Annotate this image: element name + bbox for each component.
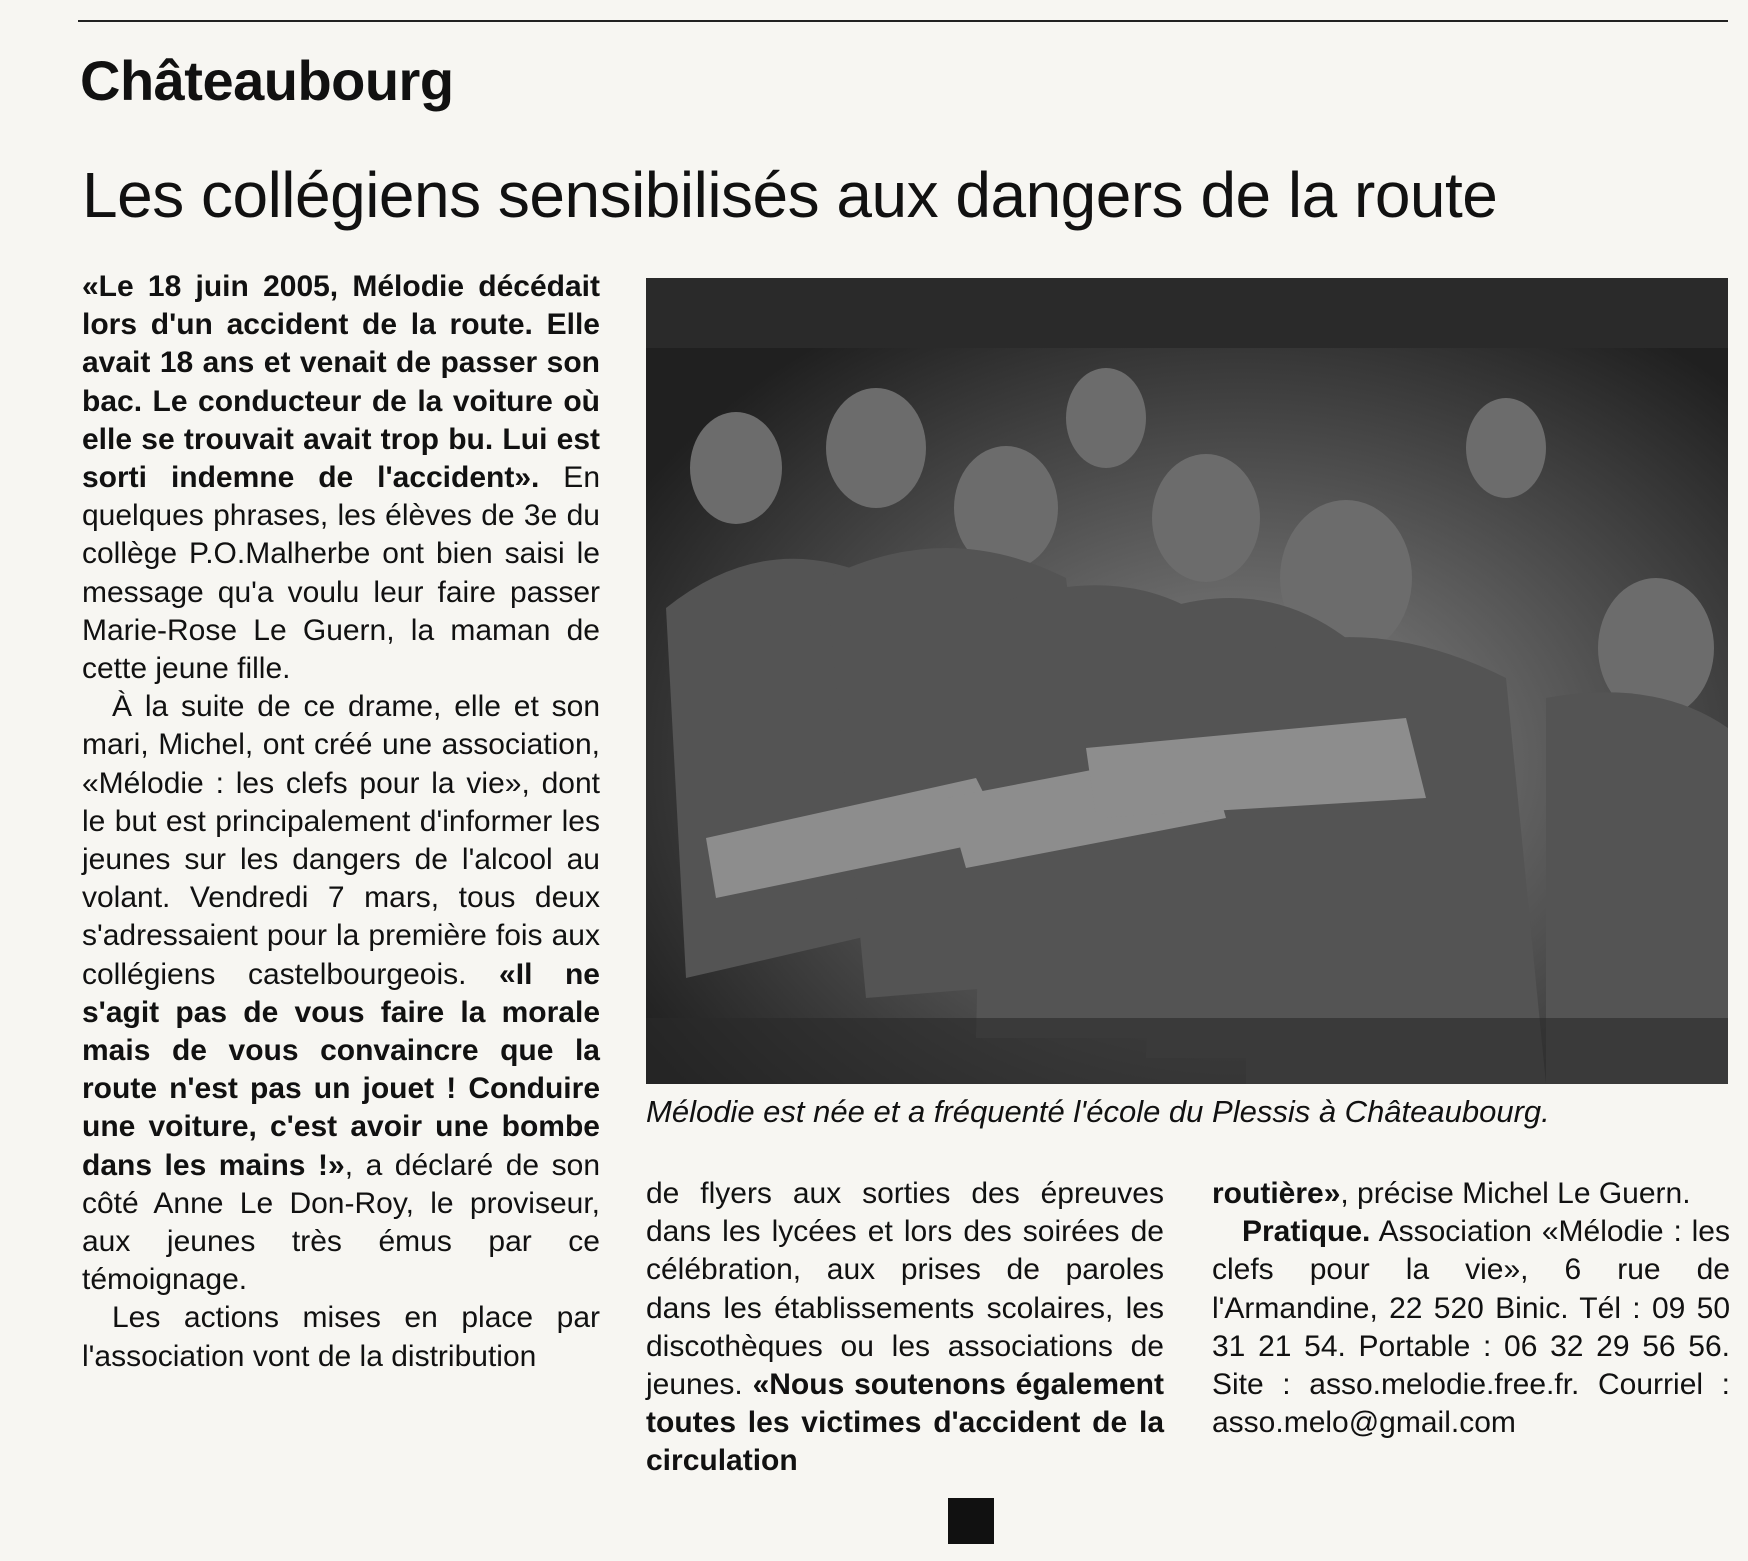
article-column-2 bbox=[646, 1175, 1164, 1481]
paragraph-2-text-b: , a déclaré de son côté Anne Le Don-Roy, le proviseur, aux jeunes très émus par ce témoignage. bbox=[82, 1148, 601, 1297]
paragraph-4-text: de flyers aux sorties des épreuves dans les lycées et lors des soirées de célébration, aux prises de paroles dans les établissements scolaires, les discothèques ou les associations de jeunes. bbox=[646, 1177, 1164, 1402]
michel-quote-end: routière» bbox=[1212, 1177, 1341, 1210]
practical-label: Pratique. bbox=[1242, 1215, 1371, 1249]
headline: Les collégiens sensibilisés aux dangers de la route bbox=[82, 159, 1498, 231]
top-rule bbox=[78, 20, 1728, 22]
paragraph-4 bbox=[646, 1175, 1164, 1481]
paragraph-2 bbox=[82, 688, 600, 1299]
practical-text: Association «Mélodie : les clefs pour la vie», 6 rue de l'Armandine, 22 520 Binic. Tél : 09 50 31 21 54. Portable : 06 32 29 56 56. Site : asso.melodie.free.fr. Courriel : asso.melo@gmail.com bbox=[1212, 1215, 1730, 1440]
paragraph-3: Les actions mises en place par l'association vont de la distribution bbox=[82, 1301, 600, 1373]
opening-quote: «Le 18 juin 2005, Mélodie décédait lors d'un accident de la route. Elle avait 18 ans et venait de passer son bac. Le conducteur de la voiture où elle se trouvait avait trop bu. Lui est sorti indemne de l'accident». bbox=[82, 270, 600, 495]
photo-caption: Mélodie est née et a fréquenté l'école du Plessis à Châteaubourg. bbox=[646, 1094, 1550, 1129]
audience-photo-illustration bbox=[646, 278, 1728, 1084]
paragraph-2-text-a: À la suite de ce drame, elle et son mari, Michel, ont créé une association, «Mélodie : les clefs pour la vie», dont le but est principalement d'informer les jeunes sur les dangers de l'alcool au volant. Vendredi 7 mars, tous deux s'adressaient pour la première fois aux collégiens castelbourgeois. bbox=[82, 690, 600, 991]
article-photo bbox=[646, 278, 1728, 1084]
section-kicker: Châteaubourg bbox=[80, 49, 454, 112]
article-column-3 bbox=[1212, 1175, 1730, 1442]
michel-quote-start: «Nous soutenons également toutes les victimes d'accident de la circulation bbox=[646, 1368, 1164, 1478]
paragraph-1 bbox=[82, 268, 600, 688]
article-end-mark bbox=[948, 1498, 994, 1544]
paragraph-1-text: En quelques phrases, les élèves de 3e du collège P.O.Malherbe ont bien saisi le message qu'a voulu leur faire passer Marie-Rose Le Guern, la maman de cette jeune fille. bbox=[82, 461, 600, 686]
paragraph-5 bbox=[1212, 1175, 1730, 1213]
practical-info bbox=[1212, 1213, 1730, 1442]
proviseur-quote: «Il ne s'agit pas de vous faire la morale mais de vous convaincre que la route n'est pas un jouet ! Conduire une voiture, c'est avoir une bombe dans les mains !» bbox=[82, 957, 600, 1182]
attribution-text: , précise Michel Le Guern. bbox=[1340, 1177, 1691, 1210]
article-column-1 bbox=[82, 268, 600, 1376]
